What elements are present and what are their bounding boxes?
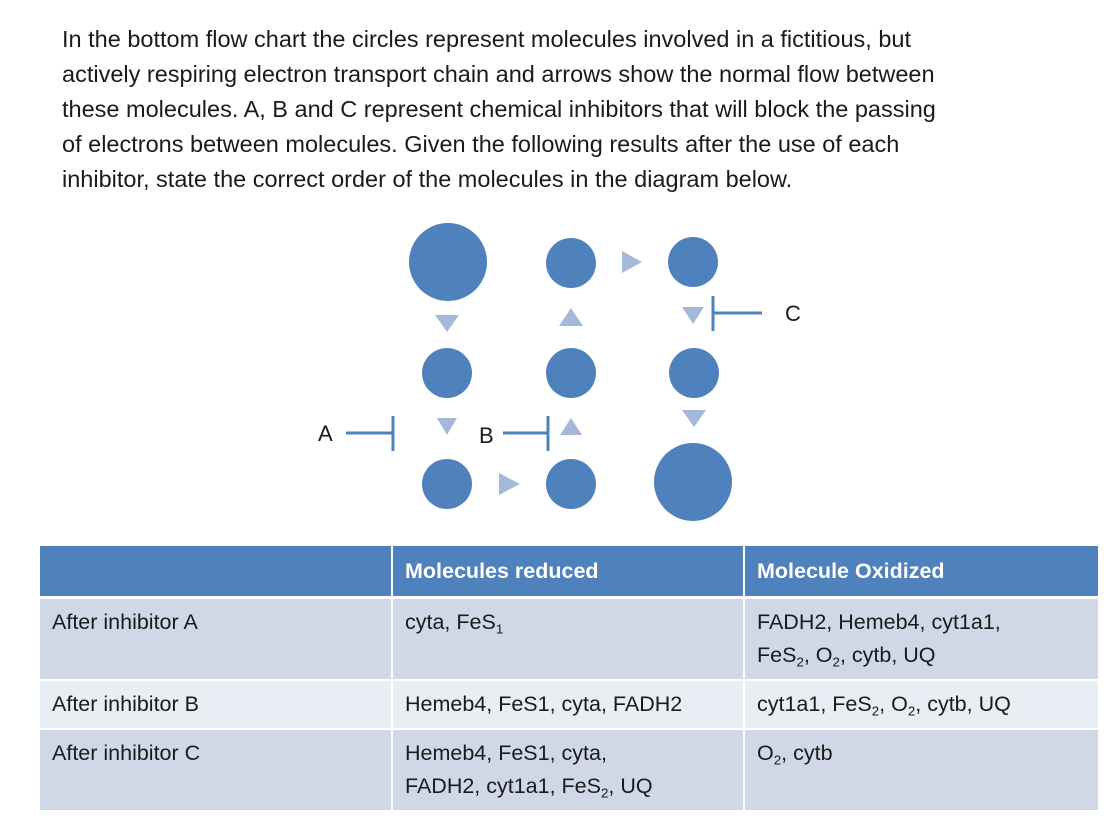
table-header-cell: Molecules reduced [392,546,744,598]
reduced-cell: Hemeb4, FeS1, cyta, FADH2 [392,680,744,729]
oxidized-cell: FADH2, Hemeb4, cyt1a1, FeS$_2$, $O_2$, cytb, UQ [744,598,1098,681]
inhibitor-c-label: C [785,301,801,326]
oxidized-cell: cyt1a1, FeS$_2$, $O_2$, cytb, UQ [744,680,1098,729]
flow-arrow-down [437,418,457,435]
flow-arrow-up [560,418,582,435]
reduced-cell: Hemeb4, FeS1, cyta, FADH2, cyt1a1, FeS$_2$, UQ [392,729,744,811]
question-line: of electrons between molecules. Given the following results after the use of each [62,131,900,157]
row-label: After inhibitor A [40,598,392,681]
flow-arrow-right [622,251,642,273]
question-line: In the bottom flow chart the circles represent molecules involved in a fictitious, but [62,26,912,52]
row-label: After inhibitor C [40,729,392,811]
table-header-cell [40,546,392,598]
molecule-circle-r3c2 [546,459,596,509]
table-header-cell: Molecule Oxidized [744,546,1098,598]
molecule-circle-r2c3 [669,348,719,398]
flow-arrow-down [682,410,706,427]
table-row [40,680,1098,729]
molecule-circle-r3c3 [654,443,732,521]
oxidized-cell: $O_2$, cytb [744,729,1098,811]
row-label: After inhibitor B [40,680,392,729]
molecule-circle-r1c1 [409,223,487,301]
flow-arrow-right [499,473,520,495]
flow-arrow-down [435,315,459,332]
question-line: inhibitor, state the correct order of the molecules in the diagram below. [62,166,793,192]
molecule-circle-r3c1 [422,459,472,509]
flow-arrow-down [682,307,704,324]
table-row [40,598,1098,681]
question-line: actively respiring electron transport chain and arrows show the normal flow between [62,61,935,87]
molecule-circle-r1c3 [668,237,718,287]
reduced-cell: cyta, FeS$_1$ [392,598,744,681]
molecule-circle-r2c2 [546,348,596,398]
flow-arrow-up [559,308,583,326]
results-table [40,546,1098,812]
question-line: these molecules. A, B and C represent chemical inhibitors that will block the passing [62,96,936,122]
molecule-circle-r1c2 [546,238,596,288]
inhibitor-b-label: B [479,423,494,448]
inhibitor-a-label: A [318,421,333,446]
table-row [40,729,1098,811]
molecule-circle-r2c1 [422,348,472,398]
table-header-row [40,546,1098,598]
